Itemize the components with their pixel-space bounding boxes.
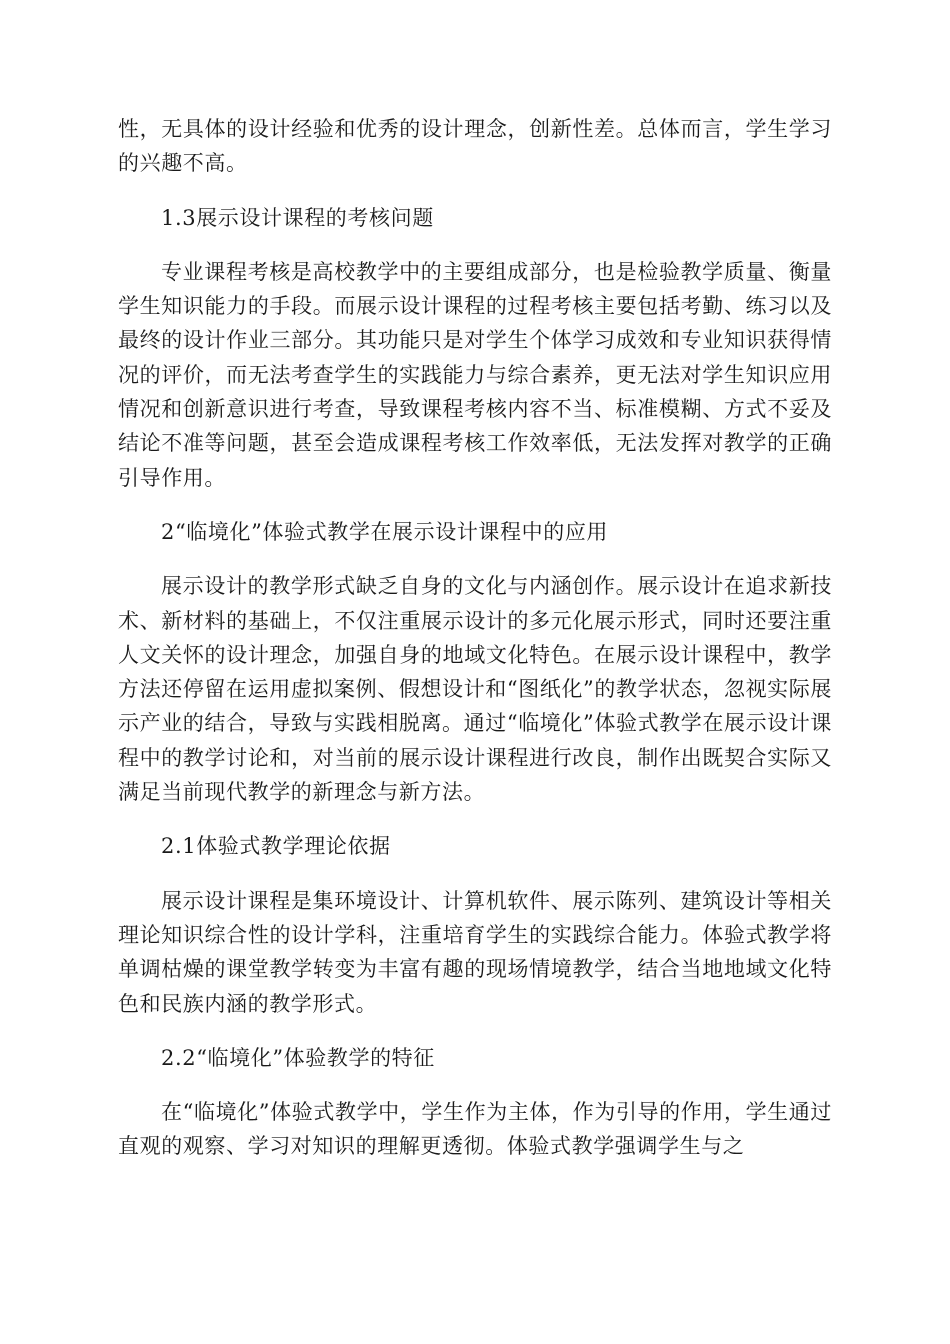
document-page — [118, 112, 832, 1164]
section-heading-2-2: 2.2“临境化”体验教学的特征 — [161, 1045, 435, 1070]
section-heading-2: 2“临境化”体验式教学在展示设计课程中的应用 — [161, 519, 609, 544]
section-heading-2-1: 2.1体验式教学理论依据 — [161, 834, 391, 859]
paragraph-continuation: 性，无具体的设计经验和优秀的设计理念，创新性差。总体而言，学生学习的兴趣不高。 — [118, 117, 832, 176]
paragraph-features: 在“临境化”体验式教学中，学生作为主体，作为引导的作用，学生通过直观的观察、学习对知识的理解更透彻。体验式教学强调学生与之 — [118, 1100, 832, 1159]
paragraph-theory: 展示设计课程是集环境设计、计算机软件、展示陈列、建筑设计等相关理论知识综合性的设计学科，注重培育学生的实践综合能力。体验式教学将单调枯燥的课堂教学转变为丰富有趣的现场情境教学，结合当地地域文化特色和民族内涵的教学形式。 — [118, 888, 832, 1016]
paragraph-assessment: 专业课程考核是高校教学中的主要组成部分，也是检验教学质量、衡量学生知识能力的手段。而展示设计课程的过程考核主要包括考勤、练习以及最终的设计作业三部分。其功能只是对学生个体学习成效和专业知识获得情况的评价，而无法考查学生的实践能力与综合素养，更无法对学生知识应用情况和创新意识进行考查，导致课程考核内容不当、标准模糊、方式不妥及结论不准等问题，甚至会造成课程考核工作效率低，无法发挥对教学的正确引导作用。 — [118, 259, 832, 490]
paragraph-application: 展示设计的教学形式缺乏自身的文化与内涵创作。展示设计在追求新技术、新材料的基础上，不仅注重展示设计的多元化展示形式，同时还要注重人文关怀的设计理念，加强自身的地域文化特色。在展示设计课程中，教学方法还停留在运用虚拟案例、假想设计和“图纸化”的教学状态，忽视实际展示产业的结合，导致与实践相脱离。通过“临境化”体验式教学在展示设计课程中的教学讨论和，对当前的展示设计课程进行改良，制作出既契合实际又满足当前现代教学的新理念与新方法。 — [118, 574, 832, 805]
section-heading-1-3: 1.3展示设计课程的考核问题 — [161, 205, 434, 230]
